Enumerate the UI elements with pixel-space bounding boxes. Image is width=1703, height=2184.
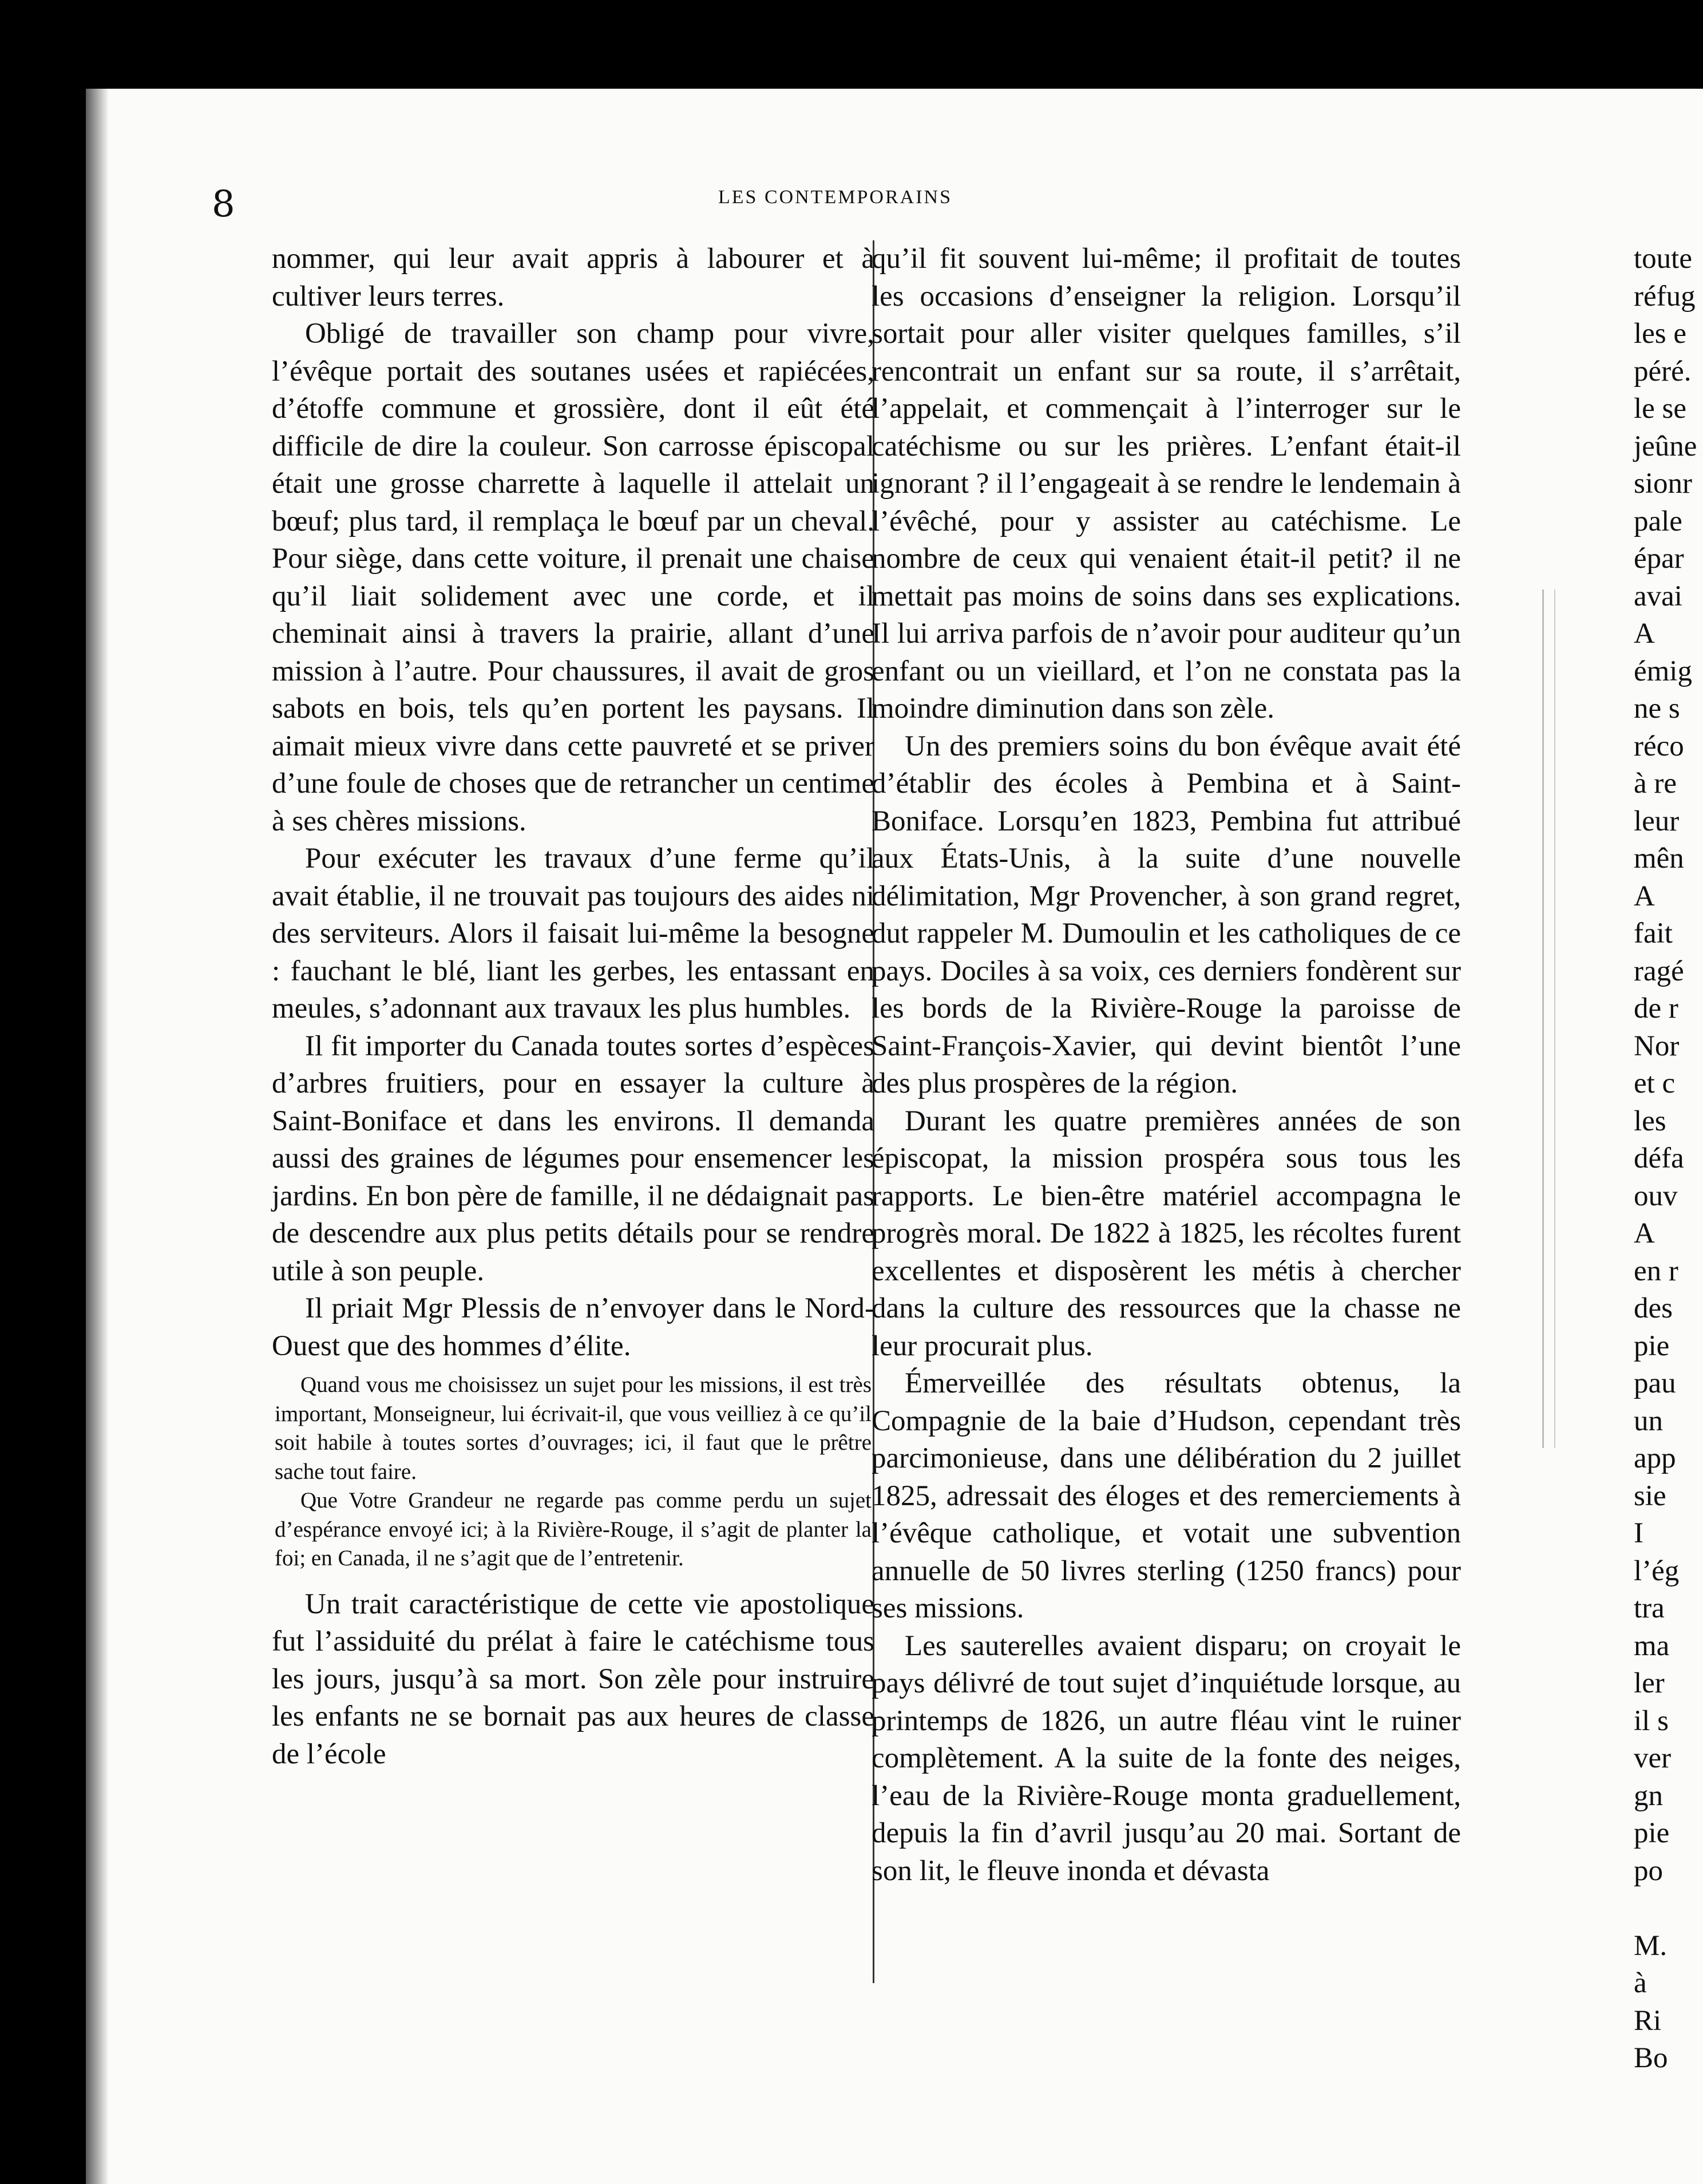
text-column-next-page-fragment [1634, 240, 1703, 2078]
line-fragment: A [1634, 1217, 1655, 1249]
line-fragment: pale [1634, 505, 1682, 537]
paragraph: Il priait Mgr Plessis de n’envoyer dans le Nord-Ouest que des hommes d’élite. [272, 1292, 874, 1362]
line-fragment: défa [1634, 1142, 1684, 1174]
line-fragment: ne s [1634, 693, 1680, 725]
line-fragment: réco [1634, 730, 1684, 762]
page-number: 8 [212, 183, 235, 225]
line-fragment: tra [1634, 1592, 1665, 1624]
line-fragment: fait [1634, 917, 1673, 949]
line-fragment: A [1634, 618, 1655, 650]
line-fragment: ragé [1634, 955, 1684, 987]
line-fragment: po [1634, 1854, 1663, 1887]
line-fragment: I [1634, 1517, 1643, 1549]
line-fragment: l’ég [1634, 1554, 1680, 1587]
line-fragment: pau [1634, 1367, 1676, 1399]
paragraph: qu’il fit souvent lui-même; il profitait de toutes les occasions d’enseigner la religion. Lorsqu’il sortait pour aller visiter quelques familles, s’il rencontrait un enfant sur sa route, il s’arrêtait, l’appelait, et commençait à l’interroger sur le catéchisme ou sur les prières. L’enfant était-il ignorant ? il l’engageait à se rendre le lendemain à l’évêché, pour y assister au catéchisme. Le nombre de ceux qui venaient était-il petit? il ne mettait pas moins de soins dans ses explications. Il lui arriva parfois de n’avoir pour auditeur qu’un enfant ou un vieillard, et l’on ne constata pas la moindre diminution dans son zèle. [872, 243, 1461, 725]
paragraph: Pour exécuter les travaux d’une ferme qu’il avait établie, il ne trouvait pas toujours des aides ni des serviteurs. Alors il faisait lui-même la besogne : fauchant le blé, liant les gerbes, les entassant en meules, s’adonnant aux travaux les plus humbles. [272, 842, 874, 1024]
line-fragment: ler [1634, 1667, 1665, 1699]
line-fragment: Ri [1634, 2004, 1662, 2037]
line-fragment: M. [1634, 1929, 1668, 1962]
text-column-left [272, 240, 874, 1773]
block-quote [272, 1371, 874, 1573]
line-fragment: sie [1634, 1479, 1666, 1512]
line-fragment: sionr [1634, 468, 1692, 500]
line-fragment: Nor [1634, 1030, 1680, 1062]
line-fragment [1634, 1890, 1703, 1928]
paragraph: Un des premiers soins du bon évêque avait été d’établir des écoles à Pembina et à Saint-Boniface. Lorsqu’en 1823, Pembina fut attribué aux États-Unis, à la suite d’une nouvelle délimitation, Mgr Provencher, à son grand regret, dut rappeler M. Dumoulin et les catholiques de ce pays. Dociles à sa voix, ces derniers fondèrent sur les bords de la Rivière-Rouge la paroisse de Saint-François-Xavier, qui devint bientôt l’une des plus prospères de la région. [872, 730, 1461, 1099]
line-fragment: Bo [1634, 2042, 1668, 2074]
paragraph: Les sauterelles avaient disparu; on croyait le pays délivré de tout sujet d’inquiétude lorsque, au printemps de 1826, un autre fléau vint le ruiner complètement. A la suite de la fonte des neiges, l’eau de la Rivière-Rouge monta graduellement, depuis la fin d’avril jusqu’au 20 mai. Sortant de son lit, le fleuve inonda et dévasta [872, 1629, 1461, 1887]
quote-paragraph: Quand vous me choisissez un sujet pour les missions, il est très important, Monseigneur, lui écrivait-il, que vous veilliez à ce qu’il soit habile à toutes sortes d’ouvrages; ici, il faut que le prêtre sache tout faire. [275, 1372, 872, 1484]
line-fragment: épar [1634, 543, 1684, 575]
line-fragment: leur [1634, 805, 1680, 837]
line-fragment: toute [1634, 243, 1692, 275]
running-head: LES CONTEMPORAINS [718, 187, 952, 208]
line-fragment: à re [1634, 767, 1677, 800]
line-fragment: réfug [1634, 280, 1696, 312]
paragraph: Un trait caractéristique de cette vie apostolique fut l’assiduité du prélat à faire le catéchisme tous les jours, jusqu’à sa mort. Son zèle pour instruire les enfants ne se bornait pas aux heures de classe de l’école [272, 1588, 874, 1770]
line-fragment: et c [1634, 1067, 1676, 1099]
line-fragment: en r [1634, 1255, 1678, 1287]
line-fragment: péré. [1634, 355, 1692, 387]
line-fragment: le se [1634, 393, 1687, 425]
line-fragment: émig [1634, 655, 1692, 687]
line-fragment: de r [1634, 992, 1678, 1024]
line-fragment: app [1634, 1442, 1676, 1474]
line-fragment: à [1634, 1967, 1647, 1999]
line-fragment: A [1634, 880, 1655, 912]
line-fragment: gn [1634, 1779, 1663, 1812]
line-fragment: ver [1634, 1742, 1672, 1774]
line-fragment: mên [1634, 842, 1684, 875]
line-fragment: pie [1634, 1330, 1670, 1362]
binding-thread [1542, 589, 1555, 1448]
line-fragment: avai [1634, 580, 1682, 612]
line-fragment: les e [1634, 318, 1687, 350]
paragraph: Obligé de travailler son champ pour vivre, l’évêque portait des soutanes usées et rapiécées, d’étoffe commune et grossière, dont il eût été difficile de dire la couleur. Son carrosse épiscopal était une grosse charrette à laquelle il attelait un bœuf; plus tard, il remplaça le bœuf par un cheval. Pour siège, dans cette voiture, il prenait une chaise qu’il liait solidement avec une corde, et il cheminait ainsi à travers la prairie, allant d’une mission à l’autre. Pour chaussures, il avait de gros sabots en bois, tels qu’en portent les paysans. Il aimait mieux vivre dans cette pauvreté et se priver d’une foule de choses que de retrancher un centime à ses chères missions. [272, 318, 874, 837]
text-column-right [872, 240, 1461, 1890]
line-fragment: jeûne [1634, 430, 1697, 462]
paragraph: Il fit importer du Canada toutes sortes d’espèces d’arbres fruitiers, pour en essayer la culture à Saint-Boniface et dans les environs. Il demanda aussi des graines de légumes pour ensemencer les jardins. En bon père de famille, il ne dédaignait pas de descendre aux plus petits détails pour se rendre utile à son peuple. [272, 1030, 874, 1287]
line-fragment: ma [1634, 1629, 1670, 1662]
paragraph: nommer, qui leur avait appris à labourer et à cultiver leurs terres. [272, 243, 874, 312]
paragraph: Durant les quatre premières années de son épiscopat, la mission prospéra sous tous les rapports. Le bien-être matériel accompagna le progrès moral. De 1822 à 1825, les récoltes furent excellentes et disposèrent les métis à chercher dans la culture des ressources que la chasse ne leur procurait plus. [872, 1105, 1461, 1362]
line-fragment: les [1634, 1105, 1666, 1137]
quote-paragraph: Que Votre Grandeur ne regarde pas comme perdu un sujet d’espérance envoyé ici; à la Rivière-Rouge, il s’agit de planter la foi; en Canada, il ne s’agit que de l’entretenir. [275, 1488, 872, 1570]
line-fragment: un [1634, 1404, 1663, 1437]
line-fragment: ouv [1634, 1180, 1678, 1212]
paragraph: Émerveillée des résultats obtenus, la Compagnie de la baie d’Hudson, cependant très parcimonieuse, dans une délibération du 2 juillet 1825, adressait des éloges et des remerciements à l’évêque catholique, et votait une subvention annuelle de 50 livres sterling (1250 francs) pour ses missions. [872, 1367, 1461, 1624]
line-fragment: des [1634, 1292, 1673, 1324]
line-fragment: pie [1634, 1817, 1670, 1849]
line-fragment: il s [1634, 1704, 1669, 1737]
